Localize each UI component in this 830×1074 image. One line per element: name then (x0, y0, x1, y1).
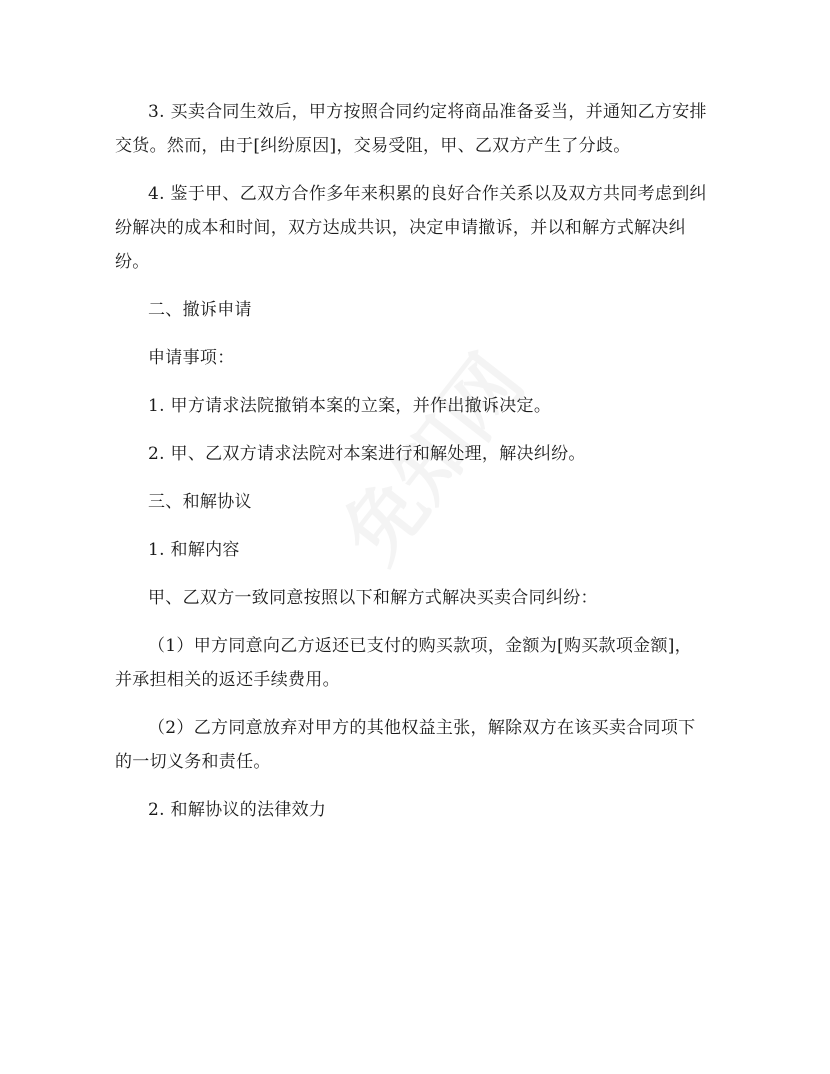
application-items-label: 申请事项： (148, 348, 235, 368)
settlement-clause-2: （2）乙方同意放弃对甲方的其他权益主张，解除双方在该买卖合同项下的一切义务和责任。 (115, 718, 696, 772)
section-heading-withdrawal: 二、撤诉申请 (148, 300, 252, 320)
application-item-1: 1. 甲方请求法院撤销本案的立案，并作出撤诉决定。 (148, 396, 552, 416)
settlement-intro: 甲、乙双方一致同意按照以下和解方式解决买卖合同纠纷： (148, 588, 598, 608)
paragraph-item-4: 4. 鉴于甲、乙双方合作多年来积累的良好合作关系以及双方共同考虑到纠纷解决的成本和时间，双方达成共识，决定申请撤诉，并以和解方式解决纠纷。 (115, 184, 707, 272)
section-heading-settlement: 三、和解协议 (148, 492, 252, 512)
subsection-heading-content: 1. 和解内容 (148, 540, 240, 560)
document-body (115, 95, 708, 841)
paragraph-item-3: 3. 买卖合同生效后，甲方按照合同约定将商品准备妥当，并通知乙方安排交货。然而，由于[纠纷原因]，交易受阻，甲、乙双方产生了分歧。 (115, 102, 707, 156)
application-item-2: 2. 甲、乙双方请求法院对本案进行和解处理，解决纠纷。 (148, 444, 586, 464)
settlement-clause-1: （1）甲方同意向乙方返还已支付的购买款项，金额为[购买款项金额]，并承担相关的返还手续费用。 (115, 636, 692, 690)
subsection-heading-legal-effect: 2. 和解协议的法律效力 (148, 800, 327, 820)
